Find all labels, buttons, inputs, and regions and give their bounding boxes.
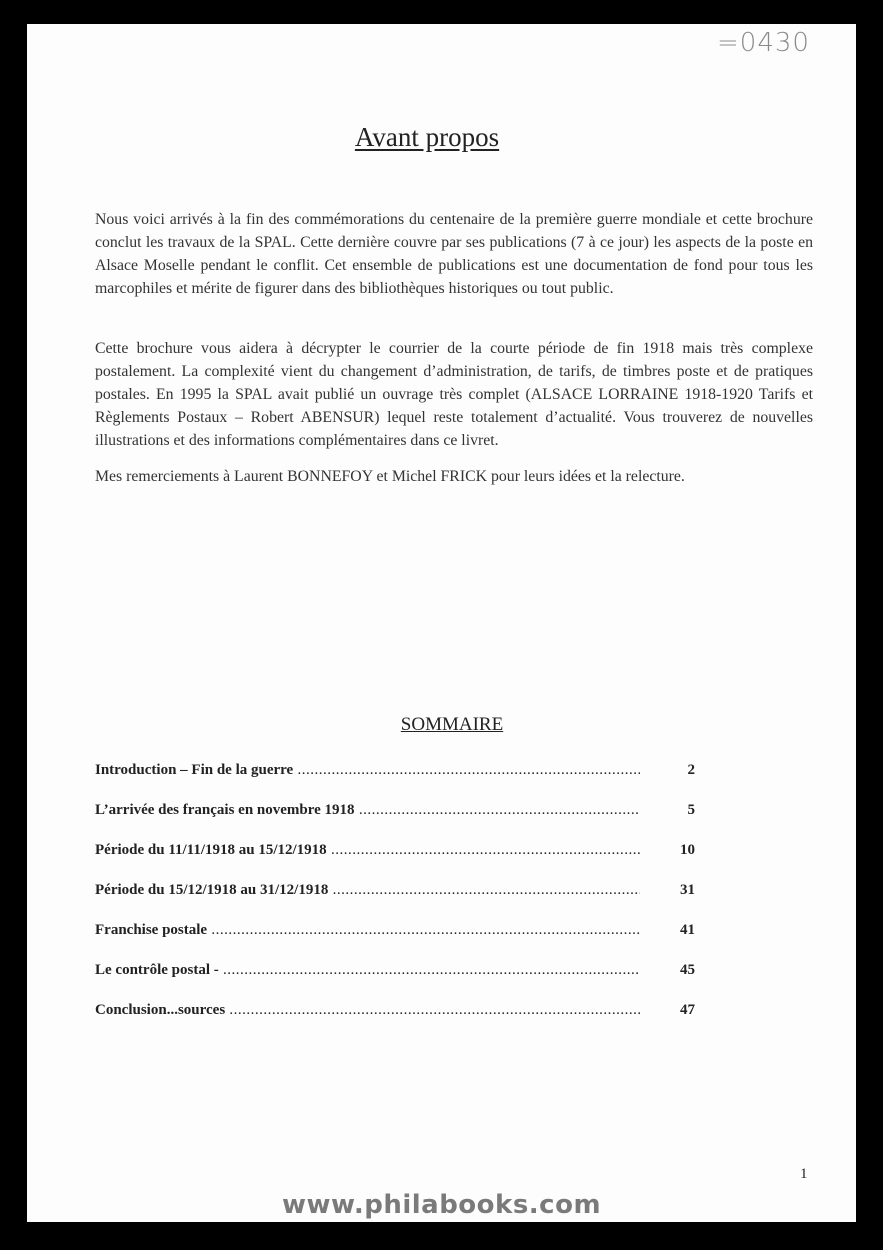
toc-entry-label: Période du 11/11/1918 au 15/12/1918 .....	[95, 840, 640, 860]
watermark-url: www.philabooks.com	[281, 1190, 602, 1220]
document-page	[27, 24, 856, 1222]
toc-entry	[95, 840, 695, 880]
toc-entry-label: Le contrôle postal - .....	[95, 960, 640, 980]
toc-entry-label: Introduction – Fin de la guerre .....	[95, 760, 640, 780]
toc-entry-label: Période du 15/12/1918 au 31/12/1918 .....	[95, 880, 640, 900]
page-title: Avant propos	[354, 122, 500, 152]
brochure-paragraph: Cette brochure vous aidera à décrypter le courrier de la courte période de fin 1918 mais très complexe postalement. La complexité vient du changement d’administration, de tarifs, de timbres poste et de pratiques postales. En 1995 la SPAL avait publié un ouvrage très complet (ALSACE LORRAINE 1918-1920 Tarifs et Règlements Postaux – Robert ABENSUR) lequel reste totalement d’actualité. Vous trouverez de nouvelles illustrations et des informations complémentaires dans ce livret.	[95, 340, 813, 449]
table-of-contents	[95, 760, 695, 1040]
toc-entry-label: Conclusion...sources .....	[95, 1000, 640, 1020]
intro-paragraph: Nous voici arrivés à la fin des commémorations du centenaire de la première guerre mondiale et cette brochure conclut les travaux de la SPAL. Cette dernière couvre par ses publications (7 à ce jour) les aspects de la poste en Alsace Moselle pendant le conflit. Cet ensemble de publications est une documentation de fond pour tous les marcophiles et mérite de figurer dans des bibliothèques historiques ou tout public.	[95, 211, 813, 297]
toc-entry-label: Franchise postale .....	[95, 920, 640, 940]
toc-entry-page: 2	[687, 762, 695, 778]
toc-entry-page: 41	[680, 922, 695, 938]
toc-entry	[95, 760, 695, 800]
page-number: 1	[800, 1166, 808, 1182]
toc-entry	[95, 800, 695, 840]
toc-entry-page: 47	[680, 1002, 695, 1018]
toc-entry	[95, 960, 695, 1000]
handwritten-reference-note: =0430	[717, 28, 810, 58]
toc-entry-label: L’arrivée des français en novembre 1918 .....	[95, 800, 640, 820]
toc-entry	[95, 880, 695, 920]
toc-entry-page: 5	[687, 802, 695, 818]
toc-entry-page: 10	[680, 842, 695, 858]
toc-entry	[95, 1000, 695, 1040]
thanks-paragraph: Mes remerciements à Laurent BONNEFOY et Michel FRICK pour leurs idées et la relecture.	[95, 468, 685, 485]
sommaire-heading: SOMMAIRE	[400, 714, 504, 735]
toc-entry-page: 31	[680, 882, 695, 898]
toc-entry-page: 45	[680, 962, 695, 978]
toc-entry	[95, 920, 695, 960]
